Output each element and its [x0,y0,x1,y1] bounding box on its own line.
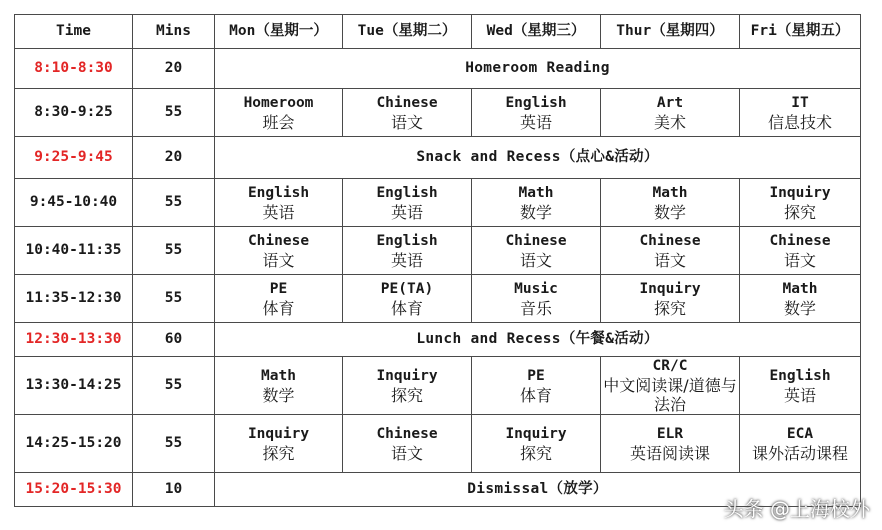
subject-zh: 语文 [519,250,552,270]
time-cell: 8:10-8:30 [15,49,133,89]
subject-en: PE(TA) [380,280,434,297]
subject-cell [601,357,740,415]
subject-en: Inquiry [639,280,701,297]
mins-cell: 60 [133,323,215,357]
subject-zh: 体育 [390,298,423,318]
time-cell: 8:30-9:25 [15,89,133,137]
timetable-body [15,49,861,507]
time-cell: 15:20-15:30 [15,473,133,507]
header-mins: Mins [133,15,215,49]
mins-cell: 55 [133,89,215,137]
schedule-row-merged [15,323,861,357]
subject-cell [472,179,601,227]
schedule-row [15,227,861,275]
subject-zh: 体育 [262,298,295,318]
schedule-row-merged [15,137,861,179]
subject-zh: 探究 [653,298,686,318]
header-time: Time [15,15,133,49]
merged-activity-cell: Lunch and Recess（午餐&活动） [215,323,861,357]
subject-cell [472,227,601,275]
subject-zh: 语文 [783,250,816,270]
mins-cell: 55 [133,415,215,473]
subject-zh: 班会 [262,112,295,132]
subject-cell [740,357,861,415]
schedule-row [15,275,861,323]
time-cell: 13:30-14:25 [15,357,133,415]
header-row [15,15,861,49]
subject-cell [343,89,472,137]
subject-zh: 语文 [390,112,423,132]
time-cell: 10:40-11:35 [15,227,133,275]
subject-en: Art [656,94,684,111]
subject-zh: 数学 [783,298,816,318]
subject-zh: 英语阅读课 [629,443,710,463]
merged-activity-cell: Snack and Recess（点心&活动） [215,137,861,179]
header-day: Tue（星期二） [343,15,472,49]
mins-cell: 55 [133,179,215,227]
merged-activity-cell: Homeroom Reading [215,49,861,89]
schedule-row [15,179,861,227]
subject-zh: 英语 [783,385,816,405]
subject-zh: 英语 [519,112,552,132]
mins-cell: 55 [133,227,215,275]
subject-cell [215,275,343,323]
subject-cell [215,357,343,415]
subject-cell [601,89,740,137]
mins-cell: 20 [133,49,215,89]
subject-en: English [505,94,567,111]
time-cell: 12:30-13:30 [15,323,133,357]
schedule-row [15,89,861,137]
subject-cell [601,179,740,227]
subject-en: CR/C [652,358,688,374]
subject-cell [740,275,861,323]
subject-en: Math [518,184,554,201]
subject-zh: 探究 [783,202,816,222]
subject-en: Chinese [376,94,438,111]
subject-cell [601,227,740,275]
subject-zh: 探究 [390,385,423,405]
mins-cell: 10 [133,473,215,507]
mins-cell: 55 [133,275,215,323]
subject-cell [215,89,343,137]
subject-cell [343,415,472,473]
time-cell: 11:35-12:30 [15,275,133,323]
subject-cell [215,227,343,275]
subject-zh: 数学 [262,385,295,405]
subject-cell [740,179,861,227]
subject-en: Inquiry [376,367,438,384]
subject-en: English [247,184,310,201]
merged-activity-cell: Dismissal（放学） [215,473,861,507]
subject-zh: 语文 [262,250,295,270]
subject-en: Chinese [769,232,831,249]
subject-cell [472,357,601,415]
subject-en: Chinese [505,232,567,249]
subject-zh: 英语 [390,250,423,270]
subject-en: PE [269,280,288,297]
subject-en: Math [782,280,818,297]
subject-zh: 课外活动课程 [751,443,848,463]
subject-zh: 语文 [653,250,686,270]
time-cell: 14:25-15:20 [15,415,133,473]
schedule-row [15,415,861,473]
subject-en: PE [527,367,545,384]
subject-cell [472,415,601,473]
subject-en: ECA [786,425,814,442]
subject-en: English [376,232,438,249]
subject-en: Music [514,280,558,297]
subject-zh: 数学 [653,202,686,222]
subject-cell [740,227,861,275]
subject-zh: 数学 [519,202,552,222]
subject-en: ELR [656,425,684,442]
subject-zh: 英语 [262,202,295,222]
subject-cell [472,275,601,323]
subject-en: Math [261,367,296,384]
subject-en: Chinese [376,425,438,442]
subject-en: Math [652,184,688,201]
subject-en: Inquiry [247,425,310,442]
subject-cell [740,415,861,473]
subject-cell [215,415,343,473]
subject-cell [740,89,861,137]
subject-en: Chinese [639,232,701,249]
mins-cell: 20 [133,137,215,179]
subject-zh: 美术 [653,112,686,132]
subject-zh: 信息技术 [767,112,832,132]
subject-en: Homeroom [243,94,314,111]
schedule-row [15,357,861,415]
subject-cell [601,275,740,323]
subject-en: IT [791,94,809,111]
subject-zh: 英语 [390,202,423,222]
subject-en: English [376,184,438,201]
subject-en: Inquiry [505,425,567,442]
subject-zh: 中文阅读课/道德与法治 [603,376,737,414]
mins-cell: 55 [133,357,215,415]
watermark: 头条 @上海校外 [723,497,870,521]
subject-zh: 体育 [519,385,552,405]
subject-cell [472,89,601,137]
subject-cell [343,179,472,227]
subject-cell [215,179,343,227]
subject-cell [343,357,472,415]
subject-zh: 语文 [390,443,423,463]
subject-en: Chinese [247,232,310,249]
subject-en: English [769,367,831,384]
time-cell: 9:45-10:40 [15,179,133,227]
subject-en: Inquiry [769,184,831,201]
subject-cell [601,415,740,473]
header-day: Thur（星期四） [601,15,740,49]
subject-zh: 音乐 [519,298,552,318]
timetable [14,14,861,507]
subject-cell [343,227,472,275]
header-day: Fri（星期五） [740,15,861,49]
schedule-row-merged [15,49,861,89]
header-day: Mon（星期一） [215,15,343,49]
header-day: Wed（星期三） [472,15,601,49]
time-cell: 9:25-9:45 [15,137,133,179]
subject-zh: 探究 [519,443,552,463]
subject-zh: 探究 [262,443,295,463]
subject-cell [343,275,472,323]
